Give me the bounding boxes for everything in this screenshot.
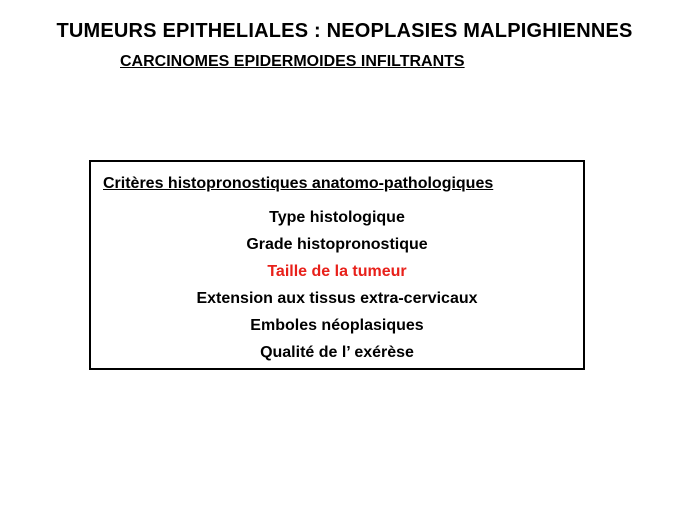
criteria-item-extension-tissus: Extension aux tissus extra-cervicaux — [196, 290, 478, 307]
criteria-heading: Critères histopronostiques anatomo-pathologiques — [103, 175, 494, 192]
criteria-item-type-histologique: Type histologique — [269, 209, 405, 226]
criteria-list — [91, 204, 583, 366]
criteria-item-grade-histopronostique: Grade histopronostique — [246, 236, 428, 253]
criteria-item-taille-tumeur: Taille de la tumeur — [267, 263, 407, 280]
criteria-item-qualite-exerese: Qualité de l’ exérèse — [260, 344, 414, 361]
criteria-item-emboles-neoplasiques: Emboles néoplasiques — [250, 317, 424, 334]
slide-title: TUMEURS EPITHELIALES : NEOPLASIES MALPIGHIENNES — [56, 20, 633, 42]
criteria-box — [89, 160, 585, 370]
slide-subtitle: CARCINOMES EPIDERMOIDES INFILTRANTS — [120, 53, 465, 70]
